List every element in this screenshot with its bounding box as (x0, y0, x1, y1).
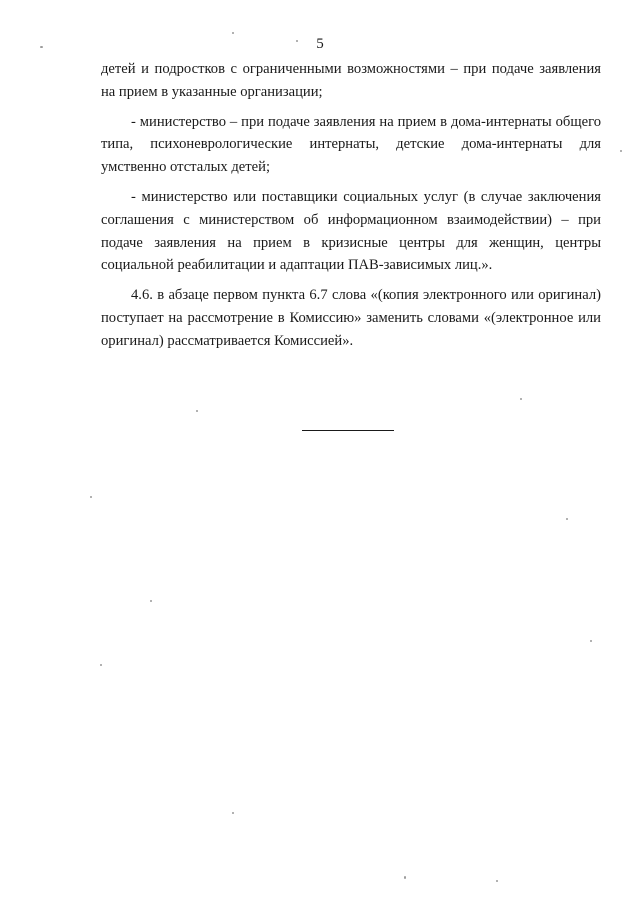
end-divider-line (302, 430, 394, 431)
scan-speck (496, 880, 498, 882)
scan-speck (232, 32, 234, 34)
scan-speck (566, 518, 568, 520)
scan-speck (520, 398, 522, 400)
paragraph-continuation: детей и подростков с ограниченными возможностями – при подаче заявления на прием в указанные организации; (101, 61, 601, 100)
paragraph-ministry: - министерство – при подаче заявления на прием в дома-интернаты общего типа, психоневрологические интернаты, детские дома-интернаты для умственно отсталых детей; (101, 113, 601, 176)
scan-speck (40, 46, 43, 48)
scan-speck (196, 410, 198, 412)
scan-speck (404, 876, 406, 879)
scan-speck (90, 496, 92, 498)
page-number: 5 (316, 36, 324, 52)
scan-speck (232, 812, 234, 814)
paragraph-ministry-or-providers: - министерство или поставщики социальных услуг (в случае заключения соглашения с министерством об информационном взаимодействии) – при подаче заявления на прием в кризисные центры для женщин, центры социальной реабилитации и адаптации ПАВ-зависимых лиц.». (101, 188, 601, 274)
scan-speck (620, 150, 622, 152)
scan-speck (296, 40, 298, 42)
document-body (101, 58, 601, 360)
paragraph-amendment-4-6: 4.6. в абзаце первом пункта 6.7 слова «(копия электронного или оригинал) поступает на рассмотрение в Комиссию» заменить словами «(электронное или оригинал) рассматривается Комиссией». (101, 287, 601, 349)
scan-speck (150, 600, 152, 602)
scan-speck (590, 640, 592, 642)
scan-speck (100, 664, 102, 666)
